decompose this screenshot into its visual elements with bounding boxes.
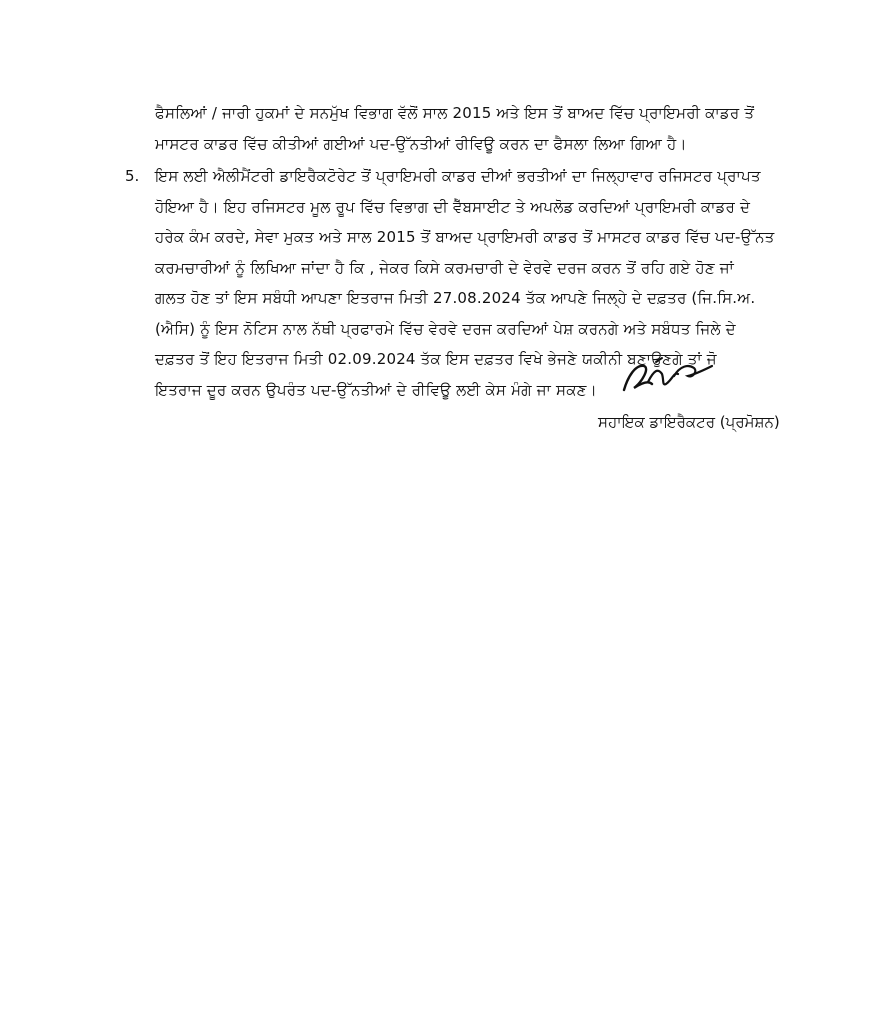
body-text-line: ਹੋਇਆ ਹੈ। ਇਹ ਰਜਿਸਟਰ ਮੂਲ ਰੂਪ ਵਿੱਚ ਵਿਭਾਗ ਦੀ ਵੈੱਬਸਾਈਟ ਤੇ ਅਪਲੋਡ ਕਰਦਿਆਂ ਪ੍ਰਾਇਮਰੀ ਕਾਡਰ ਦੇ (155, 198, 751, 216)
body-text-line: ਕਰਮਚਾਰੀਆਂ ਨੂੰ ਲਿਖਿਆ ਜਾਂਦਾ ਹੈ ਕਿ , ਜੇਕਰ ਕਿਸੇ ਕਰਮਚਾਰੀ ਦੇ ਵੇਰਵੇ ਦਰਜ ਕਰਨ ਤੋਂ ਰਹਿ ਗਏ ਹੋਣ ਜਾਂ (155, 259, 734, 277)
body-text-line: ਇਤਰਾਜ ਦੂਰ ਕਰਨ ਉਪਰੰਤ ਪਦ-ਉੱਨਤੀਆਂ ਦੇ ਰੀਵਿਊ ਲਈ ਕੇਸ ਮੰਗੇ ਜਾ ਸਕਣ। (155, 381, 597, 399)
body-text-line: ਇਸ ਲਈ ਐਲੀਮੈਂਟਰੀ ਡਾਇਰੈਕਟੋਰੇਟ ਤੋਂ ਪ੍ਰਾਇਮਰੀ ਕਾਡਰ ਦੀਆਂ ਭਰਤੀਆਂ ਦਾ ਜਿਲ੍ਹਾਵਾਰ ਰਜਿਸਟਰ ਪ੍ਰਾਪਤ (155, 167, 761, 185)
paragraph-number: 5. (125, 167, 140, 185)
body-text-line: ਹਰੇਕ ਕੰਮ ਕਰਦੇ, ਸੇਵਾ ਮੁਕਤ ਅਤੇ ਸਾਲ 2015 ਤੋਂ ਬਾਅਦ ਪ੍ਰਾਇਮਰੀ ਕਾਡਰ ਤੋਂ ਮਾਸਟਰ ਕਾਡਰ ਵਿੱਚ ਪਦ-ਉੱਨਤ (155, 228, 775, 246)
body-text-line: ਦਫ਼ਤਰ ਤੋਂ ਇਹ ਇਤਰਾਜ ਮਿਤੀ 02.09.2024 ਤੱਕ ਇਸ ਦਫ਼ਤਰ ਵਿਖੇ ਭੇਜਣੇ ਯਕੀਨੀ ਬਣਾਉਣਗੇ ਤਾਂ ਜੋ (155, 350, 717, 368)
signatory-designation: ਸਹਾਇਕ ਡਾਇਰੈਕਟਰ (ਪ੍ਰਮੋਸ਼ਨ) (598, 413, 780, 431)
body-text-line: ਫੈਸਲਿਆਂ / ਜਾਰੀ ਹੁਕਮਾਂ ਦੇ ਸਨਮੁੱਖ ਵਿਭਾਗ ਵੱਲੋਂ ਸਾਲ 2015 ਅਤੇ ਇਸ ਤੋਂ ਬਾਅਦ ਵਿੱਚ ਪ੍ਰਾਇਮਰੀ ਕਾਡਰ ਤੋਂ (155, 104, 755, 122)
body-text-line: ਗਲਤ ਹੋਣ ਤਾਂ ਇਸ ਸਬੰਧੀ ਆਪਣਾ ਇਤਰਾਜ ਮਿਤੀ 27.08.2024 ਤੱਕ ਆਪਣੇ ਜਿਲ੍ਹੇ ਦੇ ਦਫ਼ਤਰ (ਜਿ.ਸਿ.ਅ. (155, 289, 756, 307)
handwritten-signature (618, 354, 718, 398)
body-text-line: (ਐਸਿ) ਨੂੰ ਇਸ ਨੋਟਿਸ ਨਾਲ ਨੱਥੀ ਪ੍ਰਫਾਰਮੇ ਵਿੱਚ ਵੇਰਵੇ ਦਰਜ ਕਰਦਿਆਂ ਪੇਸ਼ ਕਰਨਗੇ ਅਤੇ ਸਬੰਧਤ ਜਿਲੇ ਦੇ (155, 320, 736, 338)
body-text-line: ਮਾਸਟਰ ਕਾਡਰ ਵਿੱਚ ਕੀਤੀਆਂ ਗਈਆਂ ਪਦ-ਉੱਨਤੀਆਂ ਰੀਵਿਊ ਕਰਨ ਦਾ ਫੈਸਲਾ ਲਿਆ ਗਿਆ ਹੈ। (155, 135, 687, 153)
